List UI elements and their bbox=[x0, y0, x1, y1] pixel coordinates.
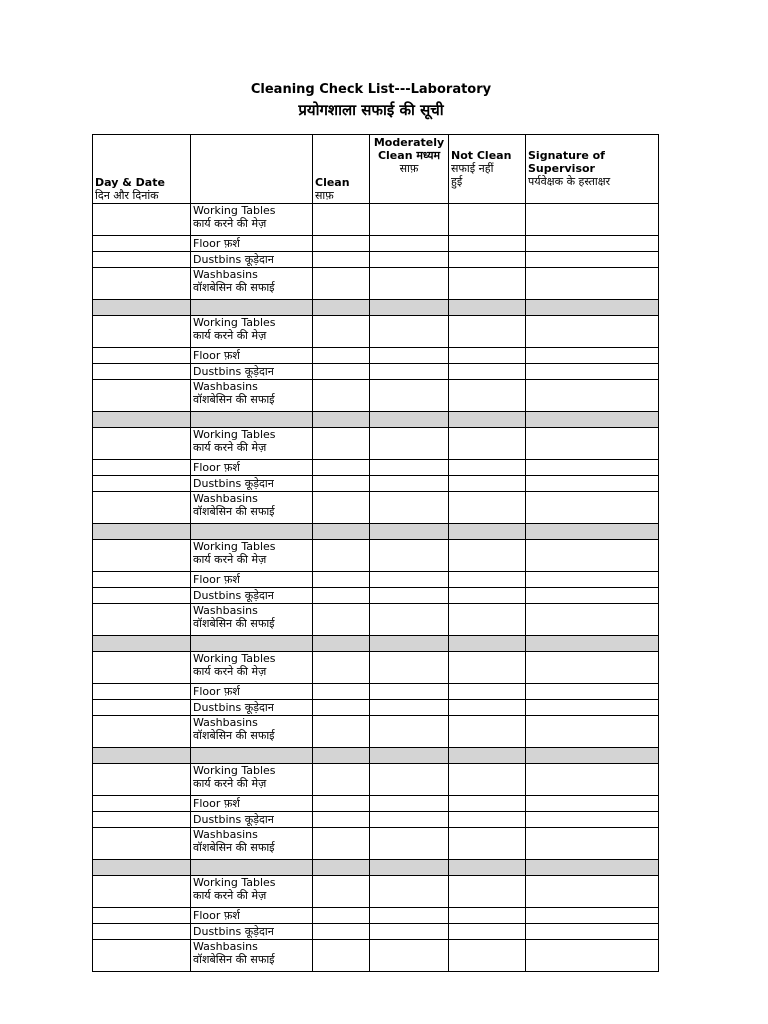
separator-cell bbox=[93, 300, 191, 316]
row-dustbins bbox=[93, 812, 659, 828]
washbasins-cell[interactable] bbox=[526, 716, 659, 748]
separator-cell bbox=[191, 300, 313, 316]
day-date-cell[interactable] bbox=[93, 684, 191, 700]
washbasins-cell[interactable] bbox=[526, 940, 659, 972]
floor-cell[interactable] bbox=[313, 796, 370, 812]
header-signature: Signature of Supervisor पर्यवेक्षक के हस्ताक्षर bbox=[526, 135, 659, 204]
separator-row bbox=[93, 524, 659, 540]
floor-cell[interactable] bbox=[370, 684, 449, 700]
washbasins-cell[interactable] bbox=[370, 268, 449, 300]
separator-cell bbox=[526, 636, 659, 652]
separator-cell bbox=[370, 636, 449, 652]
separator-row bbox=[93, 860, 659, 876]
row-washbasins bbox=[93, 828, 659, 860]
dustbins-cell[interactable] bbox=[313, 812, 370, 828]
day-date-cell[interactable] bbox=[93, 940, 191, 972]
day-date-cell[interactable] bbox=[93, 876, 191, 908]
dustbins-cell[interactable] bbox=[526, 812, 659, 828]
separator-cell bbox=[313, 300, 370, 316]
separator-cell bbox=[191, 524, 313, 540]
dustbins-cell[interactable] bbox=[526, 924, 659, 940]
floor-cell[interactable] bbox=[370, 348, 449, 364]
row-floor bbox=[93, 796, 659, 812]
washbasins-cell[interactable] bbox=[313, 492, 370, 524]
row-floor bbox=[93, 236, 659, 252]
day-date-cell[interactable] bbox=[93, 364, 191, 380]
day-date-cell[interactable] bbox=[93, 604, 191, 636]
working-tables-cell[interactable] bbox=[370, 316, 449, 348]
floor-cell[interactable] bbox=[313, 236, 370, 252]
separator-cell bbox=[449, 412, 526, 428]
row-floor bbox=[93, 908, 659, 924]
item-floor: Floor फ़र्श bbox=[191, 236, 313, 252]
day-date-cell[interactable] bbox=[93, 460, 191, 476]
separator-cell bbox=[313, 748, 370, 764]
floor-cell[interactable] bbox=[449, 460, 526, 476]
day-date-cell[interactable] bbox=[93, 812, 191, 828]
working-tables-cell[interactable] bbox=[313, 764, 370, 796]
dustbins-cell[interactable] bbox=[370, 812, 449, 828]
washbasins-cell[interactable] bbox=[449, 604, 526, 636]
item-dustbins: Dustbins कूड़ेदान bbox=[191, 924, 313, 940]
floor-cell[interactable] bbox=[526, 796, 659, 812]
dustbins-cell[interactable] bbox=[449, 476, 526, 492]
working-tables-cell[interactable] bbox=[449, 876, 526, 908]
item-working-tables: Working Tables कार्य करने की मेज़ bbox=[191, 876, 313, 908]
floor-cell[interactable] bbox=[313, 460, 370, 476]
washbasins-cell[interactable] bbox=[526, 828, 659, 860]
washbasins-cell[interactable] bbox=[313, 828, 370, 860]
row-working-tables bbox=[93, 428, 659, 460]
working-tables-cell[interactable] bbox=[370, 204, 449, 236]
floor-cell[interactable] bbox=[449, 348, 526, 364]
day-date-cell[interactable] bbox=[93, 828, 191, 860]
separator-cell bbox=[449, 300, 526, 316]
working-tables-cell[interactable] bbox=[526, 876, 659, 908]
separator-cell bbox=[191, 636, 313, 652]
dustbins-cell[interactable] bbox=[370, 252, 449, 268]
item-washbasins: Washbasins वॉशबेसिन की सफाई bbox=[191, 604, 313, 636]
separator-cell bbox=[370, 524, 449, 540]
washbasins-cell[interactable] bbox=[449, 940, 526, 972]
item-washbasins: Washbasins वॉशबेसिन की सफाई bbox=[191, 268, 313, 300]
washbasins-cell[interactable] bbox=[449, 268, 526, 300]
dustbins-cell[interactable] bbox=[370, 924, 449, 940]
separator-row bbox=[93, 412, 659, 428]
item-dustbins: Dustbins कूड़ेदान bbox=[191, 588, 313, 604]
item-floor: Floor फ़र्श bbox=[191, 684, 313, 700]
dustbins-cell[interactable] bbox=[526, 476, 659, 492]
working-tables-cell[interactable] bbox=[449, 204, 526, 236]
header-clean: Clean साफ़ bbox=[313, 135, 370, 204]
floor-cell[interactable] bbox=[313, 572, 370, 588]
working-tables-cell[interactable] bbox=[370, 876, 449, 908]
dustbins-cell[interactable] bbox=[449, 812, 526, 828]
floor-cell[interactable] bbox=[313, 348, 370, 364]
day-date-cell[interactable] bbox=[93, 492, 191, 524]
item-washbasins: Washbasins वॉशबेसिन की सफाई bbox=[191, 380, 313, 412]
row-floor bbox=[93, 684, 659, 700]
separator-cell bbox=[93, 636, 191, 652]
day-date-cell[interactable] bbox=[93, 380, 191, 412]
working-tables-cell[interactable] bbox=[313, 204, 370, 236]
working-tables-cell[interactable] bbox=[526, 428, 659, 460]
row-dustbins bbox=[93, 252, 659, 268]
dustbins-cell[interactable] bbox=[313, 700, 370, 716]
item-working-tables: Working Tables कार्य करने की मेज़ bbox=[191, 428, 313, 460]
row-working-tables bbox=[93, 204, 659, 236]
working-tables-cell[interactable] bbox=[313, 652, 370, 684]
washbasins-cell[interactable] bbox=[313, 380, 370, 412]
working-tables-cell[interactable] bbox=[526, 316, 659, 348]
washbasins-cell[interactable] bbox=[370, 716, 449, 748]
item-dustbins: Dustbins कूड़ेदान bbox=[191, 364, 313, 380]
working-tables-cell[interactable] bbox=[313, 428, 370, 460]
separator-cell bbox=[313, 524, 370, 540]
floor-cell[interactable] bbox=[370, 236, 449, 252]
floor-cell[interactable] bbox=[526, 460, 659, 476]
working-tables-cell[interactable] bbox=[370, 652, 449, 684]
row-washbasins bbox=[93, 268, 659, 300]
day-date-cell[interactable] bbox=[93, 572, 191, 588]
day-date-cell[interactable] bbox=[93, 476, 191, 492]
item-working-tables: Working Tables कार्य करने की मेज़ bbox=[191, 204, 313, 236]
header-day-date: Day & Date दिन और दिनांक bbox=[93, 135, 191, 204]
washbasins-cell[interactable] bbox=[526, 604, 659, 636]
day-date-cell[interactable] bbox=[93, 268, 191, 300]
floor-cell[interactable] bbox=[449, 236, 526, 252]
separator-cell bbox=[93, 748, 191, 764]
washbasins-cell[interactable] bbox=[313, 940, 370, 972]
item-floor: Floor फ़र्श bbox=[191, 460, 313, 476]
row-dustbins bbox=[93, 364, 659, 380]
washbasins-cell[interactable] bbox=[313, 716, 370, 748]
washbasins-cell[interactable] bbox=[526, 380, 659, 412]
item-dustbins: Dustbins कूड़ेदान bbox=[191, 476, 313, 492]
row-dustbins bbox=[93, 476, 659, 492]
day-date-cell[interactable] bbox=[93, 588, 191, 604]
separator-cell bbox=[526, 412, 659, 428]
separator-row bbox=[93, 300, 659, 316]
day-date-cell[interactable] bbox=[93, 348, 191, 364]
row-floor bbox=[93, 572, 659, 588]
floor-cell[interactable] bbox=[370, 460, 449, 476]
dustbins-cell[interactable] bbox=[526, 700, 659, 716]
day-date-cell[interactable] bbox=[93, 908, 191, 924]
item-dustbins: Dustbins कूड़ेदान bbox=[191, 252, 313, 268]
working-tables-cell[interactable] bbox=[449, 428, 526, 460]
floor-cell[interactable] bbox=[370, 572, 449, 588]
floor-cell[interactable] bbox=[526, 908, 659, 924]
day-date-cell[interactable] bbox=[93, 540, 191, 572]
washbasins-cell[interactable] bbox=[526, 492, 659, 524]
separator-cell bbox=[370, 860, 449, 876]
day-date-cell[interactable] bbox=[93, 236, 191, 252]
item-working-tables: Working Tables कार्य करने की मेज़ bbox=[191, 316, 313, 348]
separator-row bbox=[93, 636, 659, 652]
floor-cell[interactable] bbox=[526, 236, 659, 252]
separator-cell bbox=[93, 412, 191, 428]
item-washbasins: Washbasins वॉशबेसिन की सफाई bbox=[191, 940, 313, 972]
row-working-tables bbox=[93, 764, 659, 796]
dustbins-cell[interactable] bbox=[449, 252, 526, 268]
row-washbasins bbox=[93, 716, 659, 748]
washbasins-cell[interactable] bbox=[370, 492, 449, 524]
row-dustbins bbox=[93, 924, 659, 940]
dustbins-cell[interactable] bbox=[449, 700, 526, 716]
floor-cell[interactable] bbox=[526, 684, 659, 700]
day-date-cell[interactable] bbox=[93, 764, 191, 796]
row-dustbins bbox=[93, 588, 659, 604]
working-tables-cell[interactable] bbox=[370, 540, 449, 572]
row-dustbins bbox=[93, 700, 659, 716]
dustbins-cell[interactable] bbox=[449, 924, 526, 940]
day-date-cell[interactable] bbox=[93, 700, 191, 716]
floor-cell[interactable] bbox=[449, 572, 526, 588]
floor-cell[interactable] bbox=[370, 908, 449, 924]
row-working-tables bbox=[93, 540, 659, 572]
working-tables-cell[interactable] bbox=[526, 652, 659, 684]
separator-cell bbox=[191, 748, 313, 764]
washbasins-cell[interactable] bbox=[526, 268, 659, 300]
separator-cell bbox=[191, 860, 313, 876]
item-dustbins: Dustbins कूड़ेदान bbox=[191, 700, 313, 716]
washbasins-cell[interactable] bbox=[313, 604, 370, 636]
washbasins-cell[interactable] bbox=[370, 380, 449, 412]
working-tables-cell[interactable] bbox=[449, 652, 526, 684]
day-date-cell[interactable] bbox=[93, 652, 191, 684]
dustbins-cell[interactable] bbox=[370, 700, 449, 716]
separator-cell bbox=[449, 636, 526, 652]
separator-cell bbox=[191, 412, 313, 428]
checklist-table bbox=[92, 134, 659, 972]
floor-cell[interactable] bbox=[526, 348, 659, 364]
washbasins-cell[interactable] bbox=[449, 716, 526, 748]
row-working-tables bbox=[93, 652, 659, 684]
dustbins-cell[interactable] bbox=[370, 476, 449, 492]
item-washbasins: Washbasins वॉशबेसिन की सफाई bbox=[191, 716, 313, 748]
day-date-cell[interactable] bbox=[93, 204, 191, 236]
floor-cell[interactable] bbox=[370, 796, 449, 812]
washbasins-cell[interactable] bbox=[370, 940, 449, 972]
washbasins-cell[interactable] bbox=[449, 828, 526, 860]
row-working-tables bbox=[93, 316, 659, 348]
row-working-tables bbox=[93, 876, 659, 908]
day-date-cell[interactable] bbox=[93, 252, 191, 268]
working-tables-cell[interactable] bbox=[526, 204, 659, 236]
floor-cell[interactable] bbox=[313, 908, 370, 924]
dustbins-cell[interactable] bbox=[526, 364, 659, 380]
day-date-cell[interactable] bbox=[93, 716, 191, 748]
row-floor bbox=[93, 460, 659, 476]
dustbins-cell[interactable] bbox=[313, 252, 370, 268]
item-dustbins: Dustbins कूड़ेदान bbox=[191, 812, 313, 828]
dustbins-cell[interactable] bbox=[313, 364, 370, 380]
separator-cell bbox=[449, 524, 526, 540]
working-tables-cell[interactable] bbox=[313, 316, 370, 348]
item-floor: Floor फ़र्श bbox=[191, 348, 313, 364]
header-moderately-clean: Moderately Clean मध्यम साफ़ bbox=[370, 135, 449, 204]
washbasins-cell[interactable] bbox=[449, 492, 526, 524]
working-tables-cell[interactable] bbox=[526, 540, 659, 572]
dustbins-cell[interactable] bbox=[313, 588, 370, 604]
separator-row bbox=[93, 748, 659, 764]
washbasins-cell[interactable] bbox=[449, 380, 526, 412]
day-date-cell[interactable] bbox=[93, 316, 191, 348]
document-title: Cleaning Check List---Laboratory bbox=[250, 82, 492, 97]
separator-cell bbox=[370, 300, 449, 316]
document-title-hindi: प्रयोगशाला सफाई की सूची bbox=[298, 101, 444, 119]
separator-cell bbox=[313, 636, 370, 652]
floor-cell[interactable] bbox=[313, 684, 370, 700]
separator-cell bbox=[93, 524, 191, 540]
floor-cell[interactable] bbox=[449, 684, 526, 700]
working-tables-cell[interactable] bbox=[313, 540, 370, 572]
item-washbasins: Washbasins वॉशबेसिन की सफाई bbox=[191, 828, 313, 860]
dustbins-cell[interactable] bbox=[449, 364, 526, 380]
working-tables-cell[interactable] bbox=[370, 764, 449, 796]
header-area bbox=[191, 135, 313, 204]
row-washbasins bbox=[93, 380, 659, 412]
dustbins-cell[interactable] bbox=[313, 924, 370, 940]
dustbins-cell[interactable] bbox=[313, 476, 370, 492]
separator-cell bbox=[370, 412, 449, 428]
day-date-cell[interactable] bbox=[93, 796, 191, 812]
separator-cell bbox=[526, 860, 659, 876]
item-floor: Floor फ़र्श bbox=[191, 908, 313, 924]
dustbins-cell[interactable] bbox=[370, 364, 449, 380]
row-washbasins bbox=[93, 604, 659, 636]
working-tables-cell[interactable] bbox=[449, 540, 526, 572]
dustbins-cell[interactable] bbox=[526, 588, 659, 604]
dustbins-cell[interactable] bbox=[449, 588, 526, 604]
header-not-clean: Not Clean सफाई नहीं हुई bbox=[449, 135, 526, 204]
separator-cell bbox=[313, 412, 370, 428]
separator-cell bbox=[449, 860, 526, 876]
day-date-cell[interactable] bbox=[93, 428, 191, 460]
working-tables-cell[interactable] bbox=[370, 428, 449, 460]
floor-cell[interactable] bbox=[449, 908, 526, 924]
dustbins-cell[interactable] bbox=[526, 252, 659, 268]
separator-cell bbox=[93, 860, 191, 876]
row-washbasins bbox=[93, 940, 659, 972]
floor-cell[interactable] bbox=[449, 796, 526, 812]
separator-cell bbox=[449, 748, 526, 764]
separator-cell bbox=[313, 860, 370, 876]
working-tables-cell[interactable] bbox=[313, 876, 370, 908]
working-tables-cell[interactable] bbox=[449, 316, 526, 348]
item-working-tables: Working Tables कार्य करने की मेज़ bbox=[191, 540, 313, 572]
floor-cell[interactable] bbox=[526, 572, 659, 588]
item-floor: Floor फ़र्श bbox=[191, 796, 313, 812]
washbasins-cell[interactable] bbox=[370, 828, 449, 860]
separator-cell bbox=[526, 524, 659, 540]
day-date-cell[interactable] bbox=[93, 924, 191, 940]
working-tables-cell[interactable] bbox=[449, 764, 526, 796]
item-floor: Floor फ़र्श bbox=[191, 572, 313, 588]
row-washbasins bbox=[93, 492, 659, 524]
separator-cell bbox=[526, 748, 659, 764]
header-row bbox=[93, 135, 659, 204]
item-working-tables: Working Tables कार्य करने की मेज़ bbox=[191, 652, 313, 684]
dustbins-cell[interactable] bbox=[370, 588, 449, 604]
separator-cell bbox=[370, 748, 449, 764]
row-floor bbox=[93, 348, 659, 364]
separator-cell bbox=[526, 300, 659, 316]
washbasins-cell[interactable] bbox=[370, 604, 449, 636]
working-tables-cell[interactable] bbox=[526, 764, 659, 796]
washbasins-cell[interactable] bbox=[313, 268, 370, 300]
item-washbasins: Washbasins वॉशबेसिन की सफाई bbox=[191, 492, 313, 524]
item-working-tables: Working Tables कार्य करने की मेज़ bbox=[191, 764, 313, 796]
